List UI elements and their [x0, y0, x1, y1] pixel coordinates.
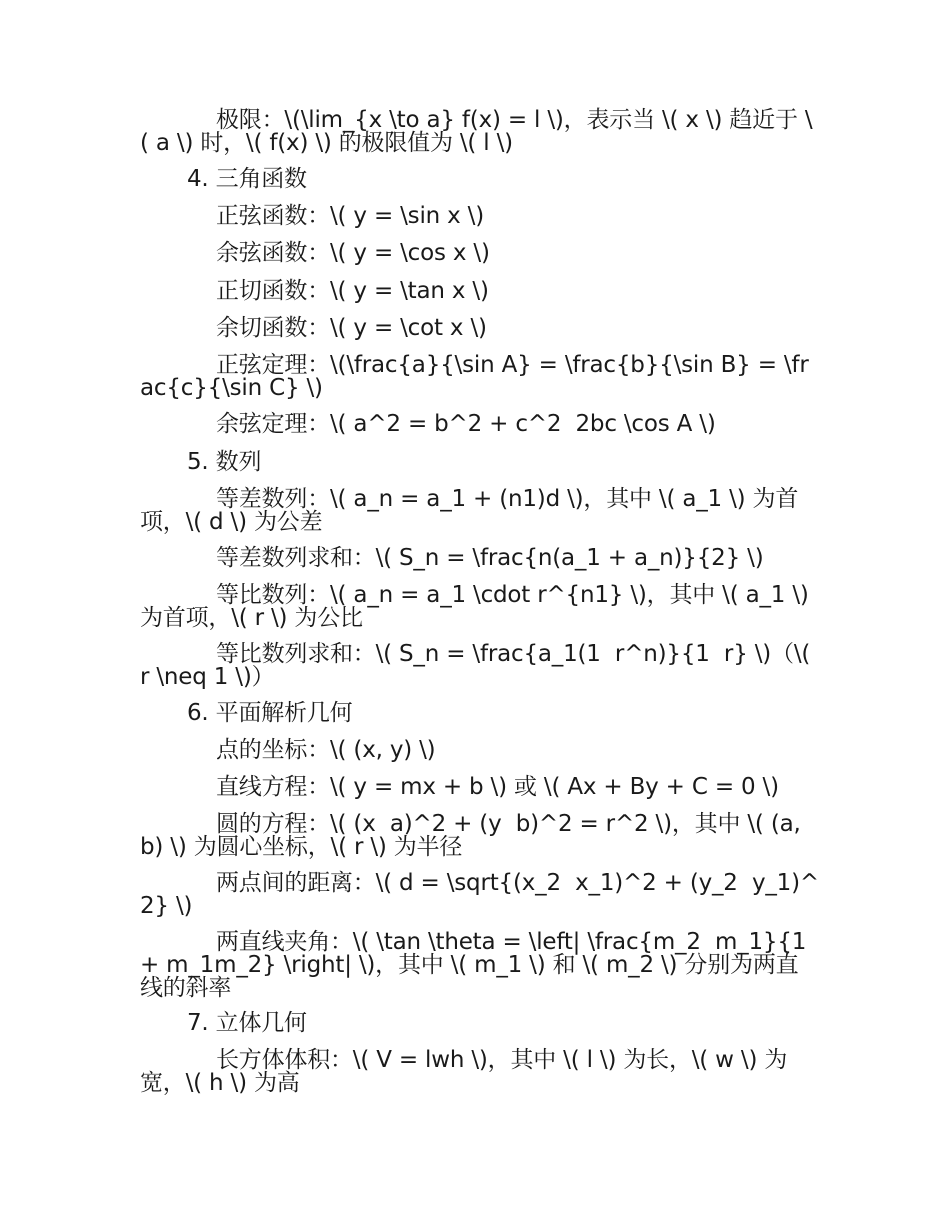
list-item: 等比数列：\( a_n = a_1 \cdot r^{n1} \)，其中 \( a_1 \) 为首项，\( r \) 为公比: [140, 582, 816, 631]
list-item: 正弦函数：\( y = \sin x \): [216, 203, 484, 229]
section-heading: 6. 平面解析几何: [187, 700, 353, 726]
list-item: 余切函数：\( y = \cot x \): [216, 315, 487, 341]
list-item: 正弦定理：\(\frac{a}{\sin A} = \frac{b}{\sin B} = \frac{c}{\sin C} \): [140, 352, 809, 401]
list-item: 圆的方程：\( (x a)^2 + (y b)^2 = r^2 \)，其中 \( (a, b) \) 为圆心坐标，\( r \) 为半径: [140, 811, 808, 860]
list-item: 点的坐标：\( (x, y) \): [216, 737, 436, 763]
list-item: 直线方程：\( y = mx + b \) 或 \( Ax + By + C = 0 \): [216, 774, 779, 800]
list-item: 余弦定理：\( a^2 = b^2 + c^2 2bc \cos A \): [216, 411, 716, 437]
section-heading: 5. 数列: [187, 449, 262, 475]
list-item: 等差数列：\( a_n = a_1 + (n1)d \)，其中 \( a_1 \) 为首项，\( d \) 为公差: [140, 486, 799, 535]
list-item: 等差数列求和：\( S_n = \frac{n(a_1 + a_n)}{2} \): [216, 545, 764, 571]
list-item: 极限：\(\lim_{x \to a} f(x) = l \)，表示当 \( x \) 趋近于 \( a \) 时，\( f(x) \) 的极限值为 \( l \): [140, 107, 813, 156]
section-heading: 4. 三角函数: [187, 166, 307, 192]
list-item: 等比数列求和：\( S_n = \frac{a_1(1 r^n)}{1 r} \)（\( r \neq 1 \)）: [140, 641, 818, 690]
list-item: 两点间的距离：\( d = \sqrt{(x_2 x_1)^2 + (y_2 y_1)^2} \): [140, 870, 819, 919]
list-item: 正切函数：\( y = \tan x \): [216, 278, 489, 304]
list-item: 余弦函数：\( y = \cos x \): [216, 240, 490, 266]
section-heading: 7. 立体几何: [187, 1010, 307, 1036]
list-item: 长方体体积：\( V = lwh \)，其中 \( l \) 为长，\( w \) 为宽，\( h \) 为高: [140, 1047, 788, 1096]
list-item: 两直线夹角：\( \tan \theta = \left| \frac{m_2 m_1}{1 + m_1m_2} \right| \)，其中 \( m_1 \) 和 \( m_2 \) 分别为两直线的斜率: [140, 929, 814, 1001]
